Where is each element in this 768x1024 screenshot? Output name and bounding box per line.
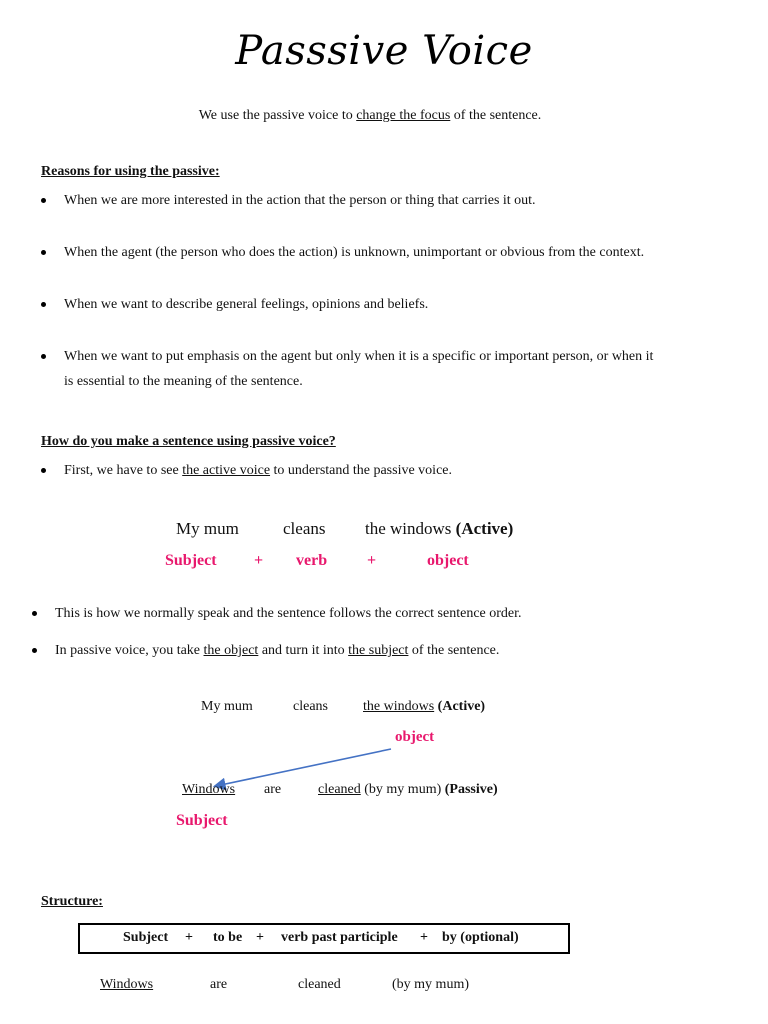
note-object-phrase: the object [203,643,259,658]
example2-passive-subject [182,782,235,798]
object-label: object [395,729,435,745]
role-object: object [427,552,469,569]
note-part: In passive voice, you take [55,643,204,658]
subject-label: Subject [176,812,228,829]
example1-verb: cleans [283,519,326,538]
structure-part-to-be: to be [213,930,243,945]
example2-active-tag: (Active) [437,699,486,714]
structure-example-verb: cleaned [298,977,341,992]
example1-object-text: the windows [365,519,452,538]
reason-text-line-2: is essential to the meaning of the sentence. [64,374,303,389]
note-part: and turn it into [258,643,349,658]
structure-part-subject: Subject [123,930,169,945]
how-heading: How do you make a sentence using passive voice? [41,434,336,449]
example2-passive-tag: (Passive) [444,782,498,797]
example2-active-subject: My mum [201,699,253,714]
intro-after: of the sentence. [450,108,542,123]
reason-text: When we are more interested in the action that the person or thing that carries it out. [64,193,536,208]
note-text: This is how we normally speak and the sentence follows the correct sentence order. [55,606,522,621]
passive-subject-text: Windows [182,782,236,797]
reason-text: When we want to describe general feelings, opinions and beliefs. [64,297,429,312]
example2-active-verb: cleans [293,699,328,714]
role-subject: Subject [165,552,217,569]
note-part: of the sentence. [408,643,500,658]
example2-object-text: the windows [363,699,435,714]
structure-part-verb: verb past participle [281,930,398,945]
structure-plus: + [256,930,264,945]
reason-text-line-1: When we want to put emphasis on the agent but only when it is a specific or important person, or when it [64,349,654,364]
passive-verb-text: cleaned [318,782,361,797]
structure-part-by: by (optional) [442,930,519,945]
how-active-voice-phrase: the active voice [182,463,271,478]
intro-before: We use the passive voice to [198,108,357,123]
structure-example-subject-text: Windows [100,977,154,992]
example2-passive-aux: are [264,782,282,797]
passive-agent-text: (by my mum) [364,782,442,797]
structure-plus: + [185,930,193,945]
reason-text: When the agent (the person who does the action) is unknown, unimportant or obvious from the context. [64,245,645,260]
page-title: Passsive Voice [235,28,533,74]
role-plus: + [254,552,264,569]
how-text-before: First, we have to see [64,463,183,478]
how-text-after: to understand the passive voice. [270,463,452,478]
example1-subject: My mum [176,519,239,538]
structure-heading: Structure: [41,894,103,909]
structure-example-subject [100,977,153,993]
role-verb: verb [296,552,328,569]
note-subject-phrase: the subject [348,643,409,658]
example2-passive-verb [318,782,498,798]
intro-focus-phrase: change the focus [356,108,451,123]
reasons-heading: Reasons for using the passive: [41,164,220,179]
structure-plus: + [420,930,428,945]
role-plus: + [367,552,377,569]
structure-example-agent: (by my mum) [392,977,469,992]
structure-example-aux: are [210,977,228,992]
structure-formula-box [78,923,570,954]
example1-tag: (Active) [455,519,514,538]
arrow-line [216,749,391,786]
